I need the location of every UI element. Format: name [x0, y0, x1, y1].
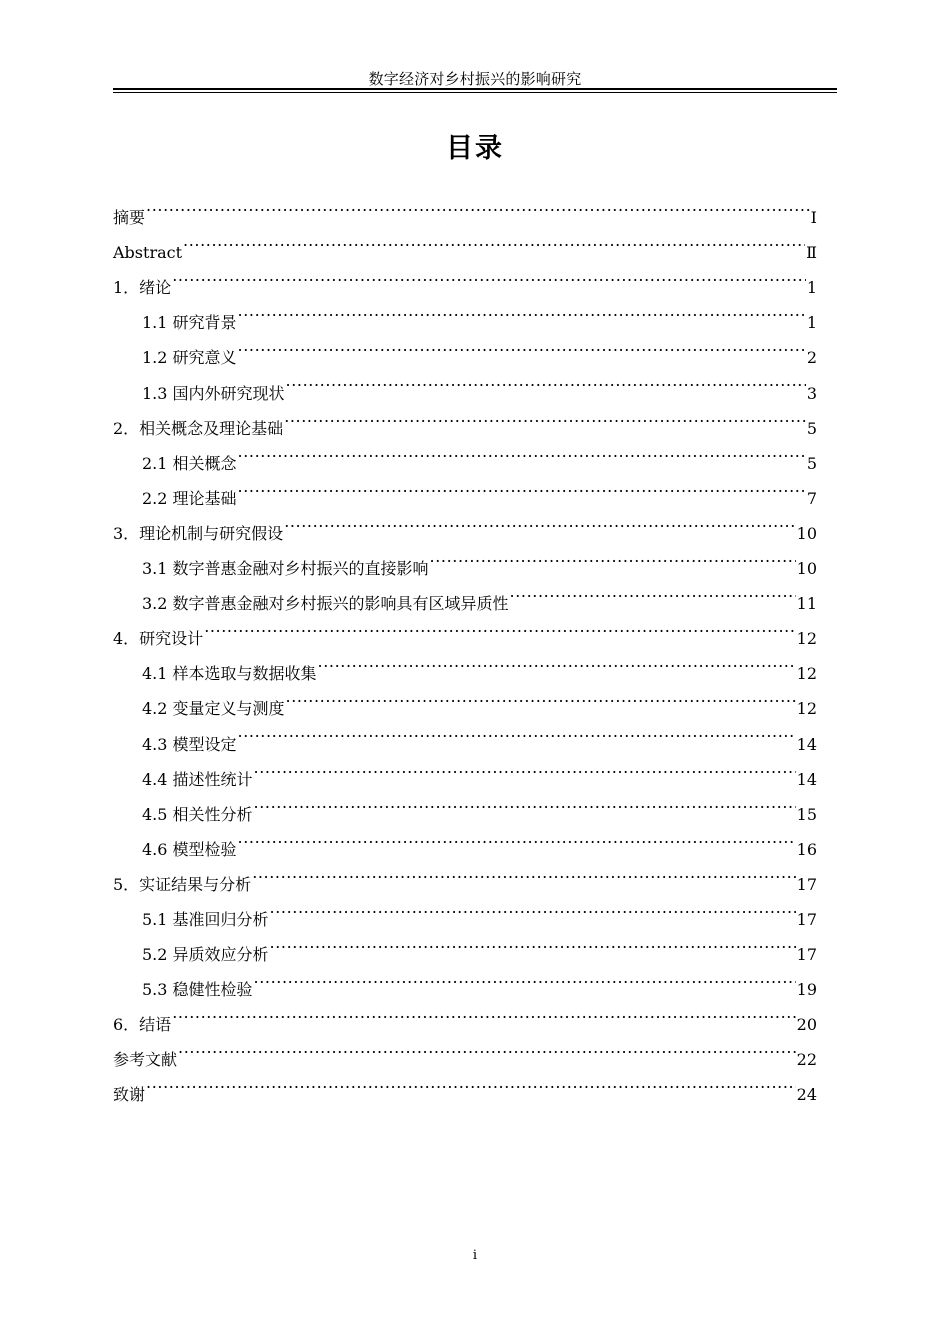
toc-entry[interactable] [113, 258, 817, 298]
toc-entry-label: Abstract [113, 243, 183, 263]
toc-entry-label: 1．绪论 [113, 278, 172, 298]
toc-entry-label: 4.4 描述性统计 [142, 769, 253, 789]
toc-dot-leader [430, 539, 796, 574]
running-header: 数字经济对乡村振兴的影响研究 [368, 70, 582, 88]
toc-dot-leader [254, 785, 796, 820]
toc-entry-page: 1 [806, 313, 817, 333]
toc-entry-label: 致谢 [113, 1085, 146, 1105]
toc-entry-label: 4．研究设计 [113, 629, 204, 649]
toc-entry-page: 12 [796, 699, 817, 719]
toc-entry-label: 5.3 稳健性检验 [142, 980, 253, 1000]
toc-entry-page: 16 [796, 839, 817, 859]
page-number: i [472, 1248, 478, 1263]
toc-entry-label: 3.2 数字普惠金融对乡村振兴的影响具有区域异质性 [142, 594, 509, 614]
header-rule-thin [113, 92, 837, 93]
toc-entry-page: 14 [796, 769, 817, 789]
toc-entry-label: 6．结语 [113, 1015, 172, 1035]
toc-entry[interactable] [113, 995, 817, 1035]
toc-dot-leader [286, 363, 806, 398]
toc-entry-label: 参考文献 [113, 1050, 178, 1070]
toc-dot-leader [238, 293, 806, 328]
toc-dot-leader [270, 890, 796, 925]
toc-dot-leader [172, 995, 795, 1030]
toc-dot-leader [254, 750, 796, 785]
toc-entry-page: 5 [806, 453, 817, 473]
toc-dot-leader [238, 434, 806, 469]
toc-dot-leader [238, 328, 806, 363]
toc-entry-label: 2．相关概念及理论基础 [113, 418, 284, 438]
toc-entry-page: 14 [796, 734, 817, 754]
toc-dot-leader [510, 574, 796, 609]
header-rule [113, 88, 837, 90]
toc-dot-leader [318, 644, 796, 679]
toc-entry-page: 1 [806, 278, 817, 298]
toc-entry[interactable] [113, 1065, 817, 1105]
toc-dot-leader [270, 925, 796, 960]
toc-dot-leader [238, 714, 796, 749]
toc-dot-leader [183, 223, 805, 258]
toc-entry-page: 10 [796, 559, 817, 579]
toc-dot-leader [172, 258, 806, 293]
toc-entry[interactable] [113, 1030, 817, 1070]
toc-entry-page: 17 [796, 945, 817, 965]
toc-entry-page: 22 [796, 1050, 817, 1070]
toc-entry-page: 20 [796, 1015, 817, 1035]
toc-entry-label: 1.1 研究背景 [142, 313, 237, 333]
toc-entry-label: 1.3 国内外研究现状 [142, 383, 285, 403]
toc-entry-page: 19 [796, 980, 817, 1000]
toc-entry[interactable] [113, 293, 817, 333]
table-of-contents [113, 188, 817, 1105]
toc-entry-label: 4.3 模型设定 [142, 734, 237, 754]
toc-dot-leader [204, 609, 795, 644]
toc-entry-page: 15 [796, 804, 817, 824]
toc-dot-leader [254, 960, 796, 995]
toc-entry[interactable] [113, 609, 817, 649]
toc-entry-page: Ⅰ [810, 208, 817, 228]
toc-title: 目录 [446, 133, 504, 164]
toc-dot-leader [146, 188, 810, 223]
toc-entry-label: 3．理论机制与研究假设 [113, 523, 284, 543]
toc-entry-page: 5 [806, 418, 817, 438]
toc-entry-page: Ⅱ [806, 243, 817, 263]
toc-entry-page: 12 [796, 629, 817, 649]
toc-dot-leader [252, 855, 795, 890]
toc-entry-page: 12 [796, 664, 817, 684]
toc-dot-leader [238, 820, 796, 855]
toc-dot-leader [178, 1030, 796, 1065]
toc-entry-label: 4.6 模型检验 [142, 839, 237, 859]
toc-entry-label: 3.1 数字普惠金融对乡村振兴的直接影响 [142, 559, 429, 579]
toc-entry-page: 10 [796, 523, 817, 543]
toc-entry-page: 3 [806, 383, 817, 403]
toc-entry-label: 2.1 相关概念 [142, 453, 237, 473]
toc-entry-page: 17 [796, 909, 817, 929]
toc-dot-leader [238, 469, 806, 504]
toc-entry-page: 11 [796, 594, 817, 614]
toc-dot-leader [146, 1065, 796, 1100]
toc-entry-label: 4.5 相关性分析 [142, 804, 253, 824]
toc-entry[interactable] [113, 644, 817, 684]
toc-dot-leader [286, 679, 796, 714]
toc-entry-label: 2.2 理论基础 [142, 488, 237, 508]
toc-entry-page: 7 [806, 488, 817, 508]
toc-entry-page: 17 [796, 874, 817, 894]
toc-entry-label: 5．实证结果与分析 [113, 874, 252, 894]
toc-entry-label: 4.2 变量定义与测度 [142, 699, 285, 719]
toc-entry-label: 摘要 [113, 208, 146, 228]
toc-entry-label: 4.1 样本选取与数据收集 [142, 664, 317, 684]
toc-entry-page: 24 [796, 1085, 817, 1105]
toc-dot-leader [284, 399, 806, 434]
toc-entry-page: 2 [806, 348, 817, 368]
toc-dot-leader [284, 504, 795, 539]
toc-entry-label: 5.2 异质效应分析 [142, 945, 269, 965]
toc-entry-label: 1.2 研究意义 [142, 348, 237, 368]
toc-entry[interactable] [113, 188, 817, 228]
toc-entry-label: 5.1 基准回归分析 [142, 909, 269, 929]
toc-entry[interactable] [113, 223, 817, 263]
